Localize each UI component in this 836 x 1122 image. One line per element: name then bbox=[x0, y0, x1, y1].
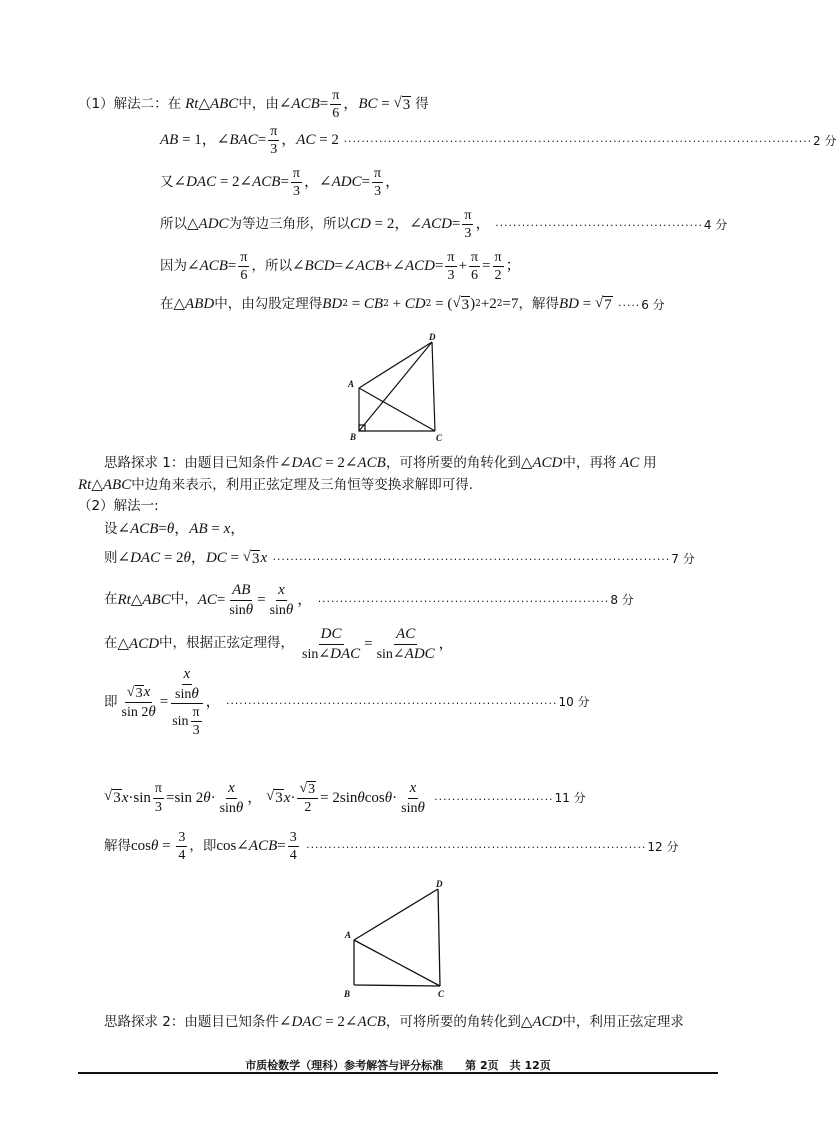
score-label: 2 分 bbox=[813, 133, 836, 148]
text: （1）解法二：在 bbox=[78, 96, 182, 113]
part1-line2: 又 ∠ DAC = 2∠ ACB = $\frac{\pi}{3}$ ，∠ ADC = $\frac{\pi}{3}$ ， bbox=[160, 166, 401, 200]
text: 则 bbox=[104, 550, 118, 566]
text: 又 bbox=[160, 174, 174, 191]
text: 用 bbox=[643, 454, 657, 471]
point-label-b: B bbox=[350, 432, 357, 442]
point-label-d: D bbox=[429, 332, 436, 342]
score-label: 11 分 bbox=[554, 791, 586, 805]
point-label-d: D bbox=[436, 879, 443, 889]
text: 中，由勾股定理得 bbox=[214, 296, 323, 312]
text: 在 bbox=[104, 635, 118, 652]
part2-line1: 设 ∠ ACB = θ ， AB = x ， bbox=[104, 520, 246, 537]
text: ，即 bbox=[189, 838, 217, 855]
point-label-b: B bbox=[344, 989, 351, 999]
part1-line1: AB = 1， ∠ BAC = $\frac{\pi}{3}$ ， AC = 2 .......................................................................................................... 2 分 bbox=[160, 124, 836, 158]
text: ，解得 bbox=[518, 296, 559, 312]
text: 思路探求 1：由题目已知条件 bbox=[104, 454, 279, 471]
text: 中，再将 bbox=[562, 454, 617, 471]
idea1-line2: Rt △ ABC 中边角来表示，利用正弦定理及三角恒等变换求解即可得. bbox=[78, 476, 474, 493]
point-label-a: A bbox=[348, 379, 355, 389]
part2-heading bbox=[78, 500, 159, 514]
idea1-line1: 思路探求 1：由题目已知条件 ∠ DAC = 2∠ ACB ，可将所要的角转化到 △ ACD 中，再将 AC 用 bbox=[104, 454, 657, 471]
part2-line2: 则 ∠ DAC = 2 θ ， DC = √ 3 x .......................................................................................... 7 分 bbox=[104, 549, 695, 567]
text: 思路探求 2：由题目已知条件 bbox=[104, 1013, 279, 1030]
part2-line3: 在 Rt △ ABC 中， AC = $\frac{AB}{\sin\theta}$ = $\frac{x}{\sin\theta}$ ， .................................................................. 8 分 bbox=[104, 582, 634, 618]
text: 中， bbox=[170, 591, 198, 608]
score-label: 4 分 bbox=[703, 217, 728, 232]
text: 所以 bbox=[160, 216, 187, 233]
score-label: 10 分 bbox=[558, 695, 590, 710]
footer-rule bbox=[78, 1072, 718, 1074]
text: 解得 bbox=[104, 838, 131, 855]
text: 中，利用正弦定理求 bbox=[562, 1013, 684, 1030]
part1-line3: 所以 △ ADC 为等边三角形，所以 CD = 2，∠ ACD = $\frac{\pi}{3}$ ， ............................................... 4 分 bbox=[160, 208, 728, 242]
point-label-a: A bbox=[345, 930, 352, 940]
idea2-line1: 思路探求 2：由题目已知条件 ∠ DAC = 2∠ ACB ，可将所要的角转化到 △ ACD 中，利用正弦定理求 bbox=[104, 1013, 684, 1030]
score-label: 12 分 bbox=[647, 839, 679, 854]
text: 为等边三角形，所以 bbox=[228, 216, 351, 233]
score-label: 7 分 bbox=[671, 551, 695, 566]
figure1-diagram bbox=[340, 330, 450, 445]
text: 中，由 bbox=[238, 96, 279, 113]
part2-line7: 解得 cos θ = $\frac{3}{4}$ ，即 cos∠ ACB = $\frac{3}{4}$ ............................................................................. 12 分 bbox=[104, 830, 679, 864]
text: ，所以 bbox=[251, 258, 292, 275]
score-label: 8 分 bbox=[610, 593, 634, 607]
text: 中边角来表示，利用正弦定理及三角恒等变换求解即可得. bbox=[131, 476, 474, 493]
text: ，可将所要的角转化到 bbox=[385, 1013, 521, 1030]
part2-line5: 即 √ 3 x sin 2θ = $\frac{x}{\sin\theta}$ sin $\frac{\pi}{3}$ ， ........................................................................... 10 分 bbox=[104, 666, 590, 739]
page-footer: 市质检数学（理科）参考解答与评分标准 第 2页 共 12页 bbox=[245, 1059, 551, 1072]
part2-line6: √ 3 x ·sin $\frac{\pi}{3}$ =sin 2 θ · $\frac{x}{\sin\theta}$ ， √ 3 x · √ 3 2 = 2sin θ cos θ · $\frac{x}{\sin\theta}$ ........................... 11 分 bbox=[104, 780, 586, 816]
score-label: 6 分 bbox=[641, 297, 665, 312]
text: 设 bbox=[104, 520, 118, 537]
text: 得 bbox=[415, 96, 429, 113]
point-label-c: C bbox=[436, 433, 443, 443]
text: 因为 bbox=[160, 258, 187, 275]
text: ，可将所要的角转化到 bbox=[385, 454, 521, 471]
point-label-c: C bbox=[438, 989, 445, 999]
text: 即 bbox=[104, 693, 118, 710]
part1-line5: 在 △ ABD 中，由勾股定理得 BD 2 = CB 2 + CD 2 = ( √ 3 ) 2 +2 2 =7 ，解得 BD = √ 7 ..... 6 分 bbox=[160, 295, 665, 313]
text: 在 bbox=[104, 591, 118, 608]
text: 中，根据正弦定理得， bbox=[159, 635, 295, 652]
part1-heading: （1）解法二：在 Rt △ ABC 中，由 ∠ ACB = $\frac{\pi}{6}$ ， BC = √ 3 得 bbox=[78, 88, 429, 122]
part1-line4: 因为 ∠ ACB = $\frac{\pi}{6}$ ，所以 ∠ BCD =∠ ACB +∠ ACD = $\frac{\pi}{3}$ + $\frac{\pi}{6}$ = $\frac{\pi}{2}$ ； bbox=[160, 250, 521, 284]
text: 在 bbox=[160, 296, 174, 312]
part2-line4: 在 △ ACD 中，根据正弦定理得， $\frac{DC}{\text{sin∠DAC}}$ = $\frac{AC}{\text{sin∠ADC}}$ ， bbox=[104, 626, 454, 662]
text: （2）解法一: bbox=[78, 498, 159, 514]
figure2-diagram bbox=[340, 876, 455, 1001]
